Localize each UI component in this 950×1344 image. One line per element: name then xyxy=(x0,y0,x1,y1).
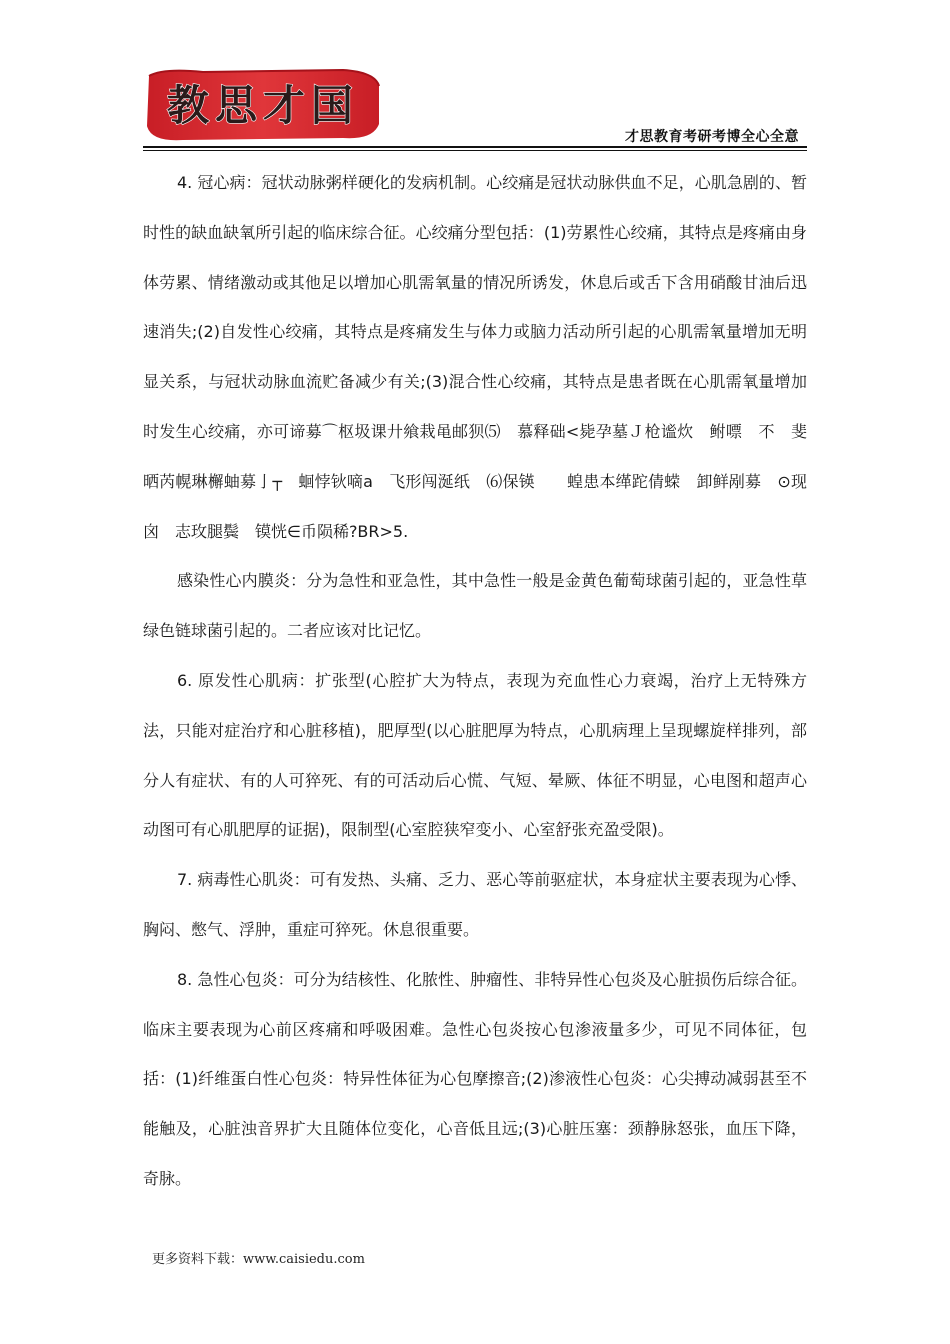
paragraph-infective-endocarditis: 感染性心内膜炎：分为急性和亚急性，其中急性一般是金黄色葡萄球菌引起的，亚急性草绿色链球菌引起的。二者应该对比记忆。 xyxy=(143,571,807,641)
paragraph-viral-myocarditis: 7. 病毒性心肌炎：可有发热、头痛、乏力、恶心等前驱症状，本身症状主要表现为心悸、胸闷、憋气、浮肿，重症可猝死。休息很重要。 xyxy=(143,870,807,939)
logo-lettering: 教思才国 xyxy=(166,81,360,130)
paragraph-primary-cardiomyopathy: 6. 原发性心肌病：扩张型(心腔扩大为特点，表现为充血性心力衰竭，治疗上无特殊方法，只能对症治疗和心脏移植)，肥厚型(以心脏肥厚为特点，心肌病理上呈现螺旋样排列，部分人有症状、有的人可猝死、有的可活动后心慌、气短、晕厥、体征不明显，心电图和超声心动图可有心肌肥厚的证据)，限制型(心室腔狭窄变小、心室舒张充盈受限)。 xyxy=(143,670,807,840)
paragraph-coronary-heart-disease: 4. 冠心病：冠状动脉粥样硬化的发病机制。心绞痛是冠状动脉供血不足，心肌急剧的、暂时性的缺血缺氧所引起的临床综合征。心绞痛分型包括：(1)劳累性心绞痛，其特点是疼痛由身体劳累、情绪激动或其他足以增加心肌需氧量的情况所诱发，休息后或舌下含用硝酸甘油后迅速消失;(2)自发性心绞痛，其特点是疼痛发生与体力或脑力活动所引起的心肌需氧量增加无明显关系，与冠状动脉血流贮备减少有关;(3)混合性心绞痛，其特点是患者既在心肌需氧量增加时发生心绞痛，亦可谛募⌒枢圾课廾飨栽黾邮狈⑸ 慕释础<毙孕墓Ｊ枪谧炊 鲋嘌 不 斐晒芮幌琳檞蚰募亅┬ 蛔悖钬嘀a 飞形闯涎纸 ⑹保锳 蝗患本缂跎倩蝾 卸鲜剐募 ⊙现囟 志玫腿鬓 镆恍∈币陨稀?BR>5. xyxy=(143,173,807,541)
document-body xyxy=(143,158,807,1204)
header-tagline: 才思教育考研考博全心全意 xyxy=(625,129,799,145)
paragraph-acute-pericarditis: 8. 急性心包炎：可分为结核性、化脓性、肿瘤性、非特异性心包炎及心脏损伤后综合征。临床主要表现为心前区疼痛和呼吸困难。急性心包炎按心包渗液量多少，可见不同体征，包括：(1)纤维蛋白性心包炎：特异性体征为心包摩擦音;(2)渗液性心包炎：心尖搏动减弱甚至不能触及，心脏浊音界扩大且随体位变化，心音低且远;(3)心脏压塞：颈静脉怒张，血压下降，奇脉。 xyxy=(143,969,807,1188)
header-rule-thin xyxy=(143,150,807,151)
header-rule xyxy=(143,146,807,148)
footer-download-link[interactable]: 更多资料下载：www.caisiedu.com xyxy=(152,1252,365,1267)
page-header xyxy=(143,66,807,152)
caisi-logo xyxy=(143,66,383,144)
